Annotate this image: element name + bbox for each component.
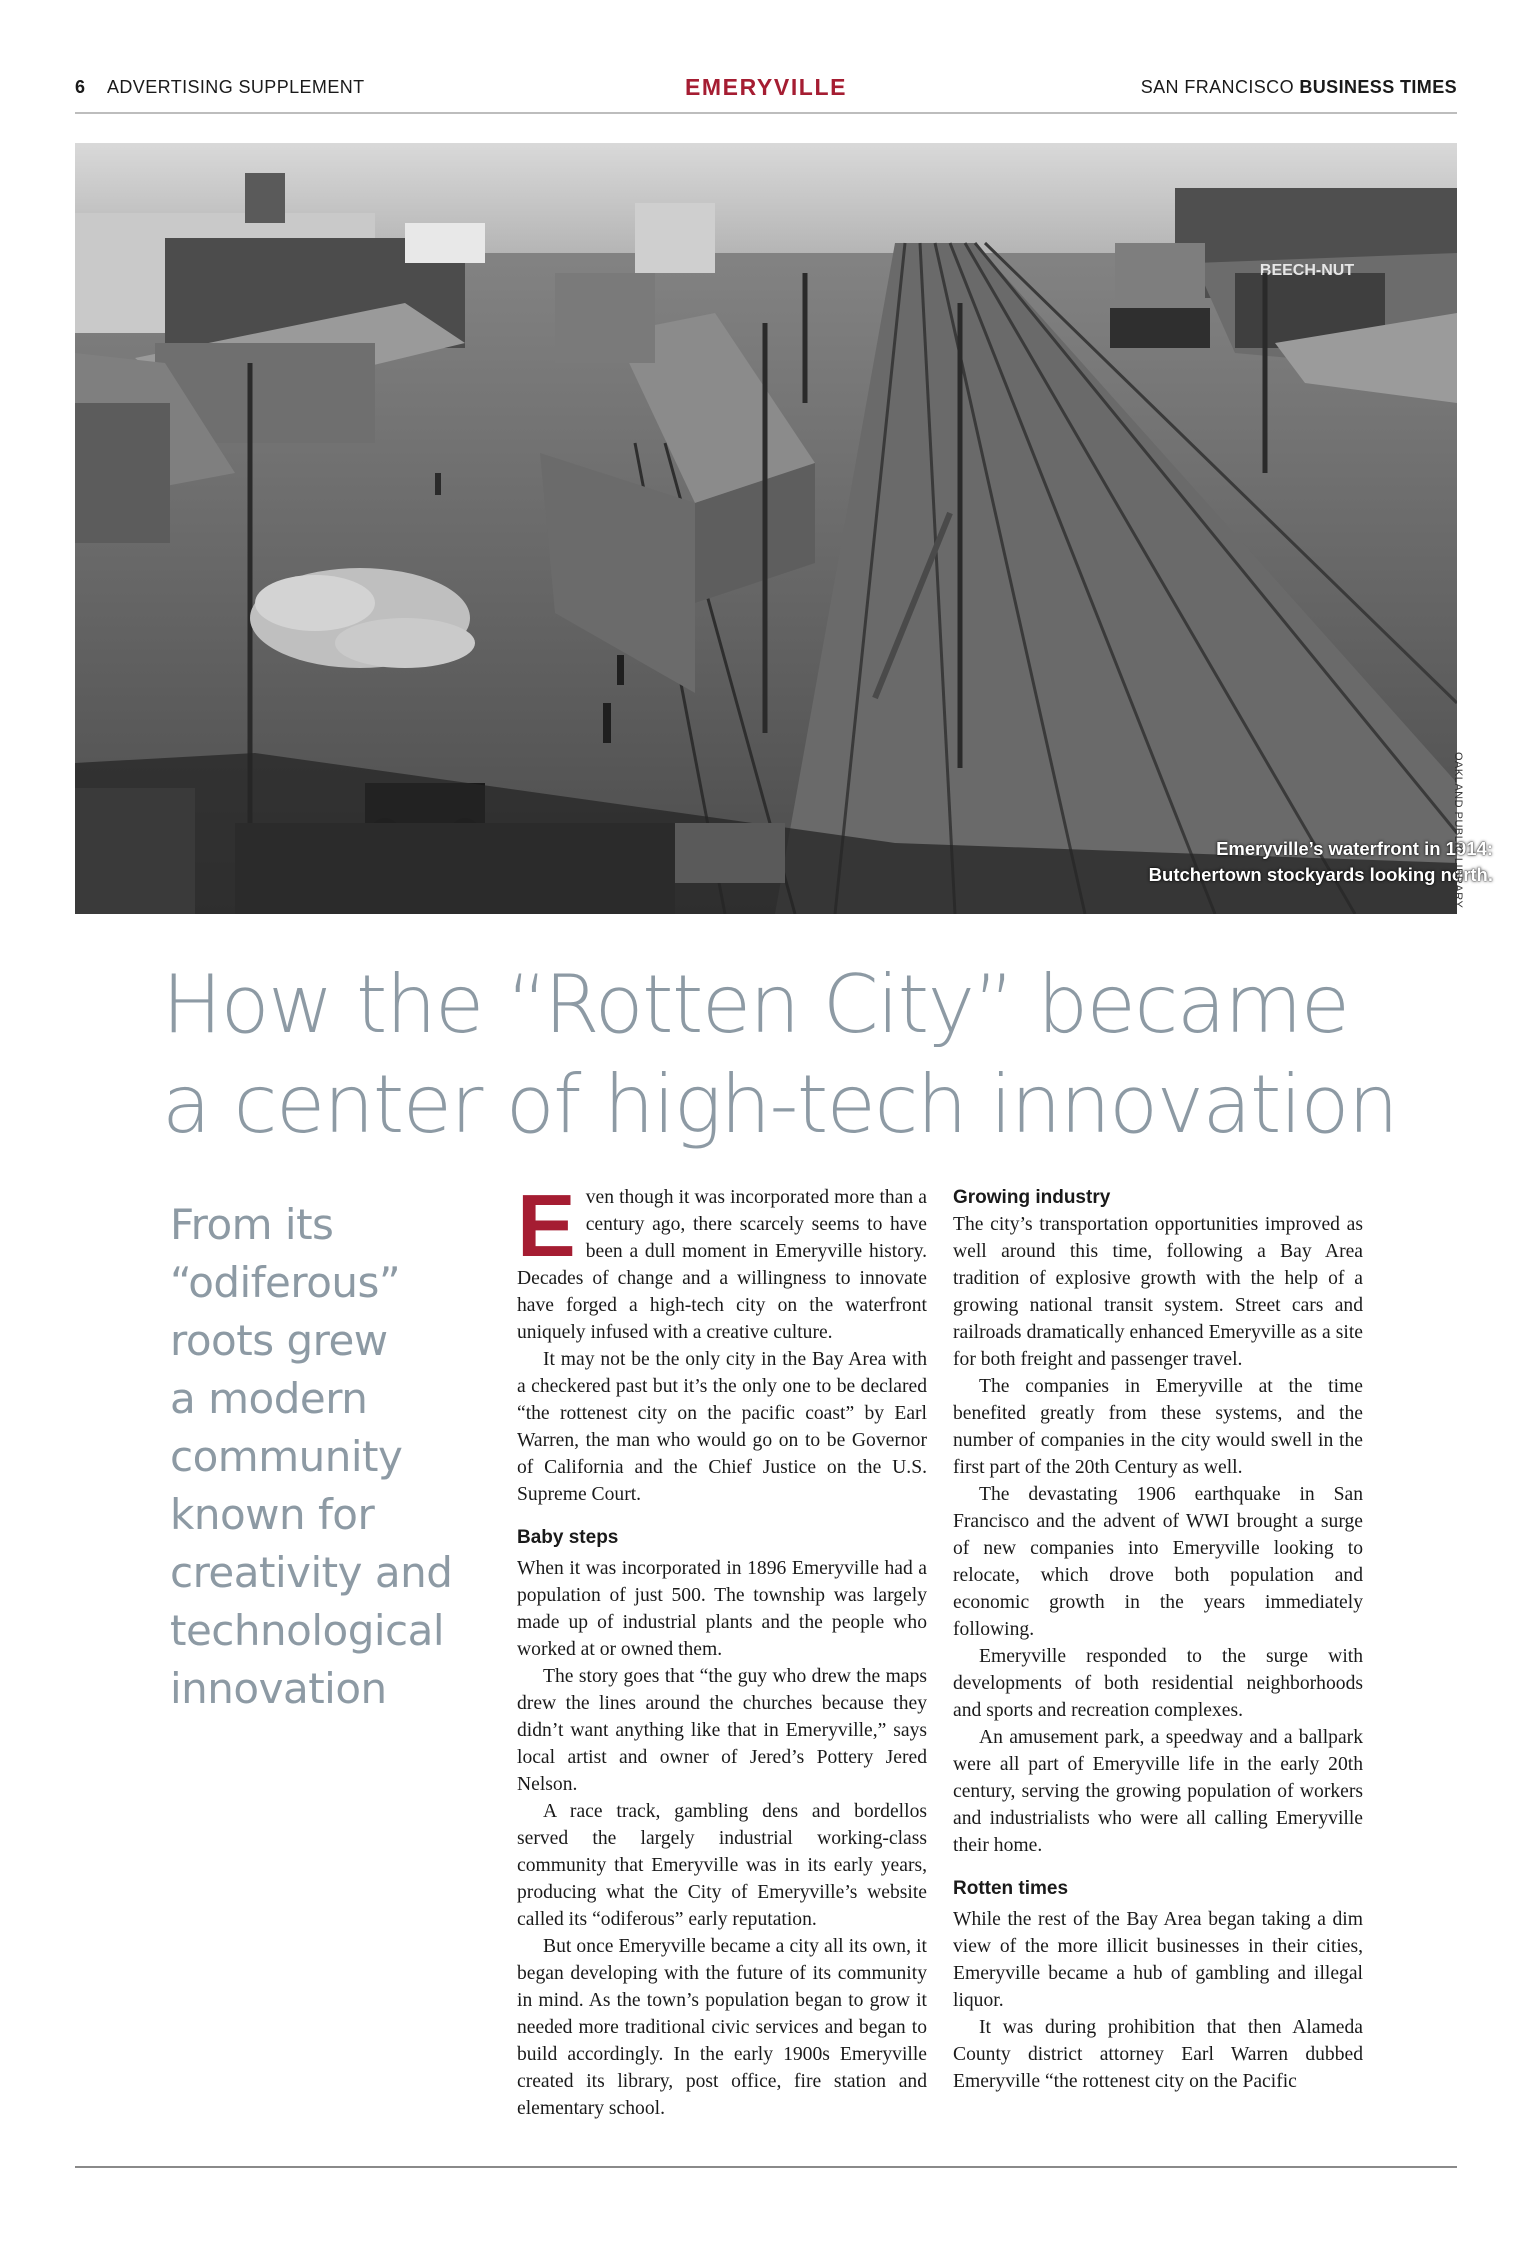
article-column-1 [517, 1176, 927, 2122]
deck-line: technological [170, 1606, 445, 1655]
photo-credit: OAKLAND PUBLIC LIBRARY [1452, 752, 1464, 909]
intro-text: ven though it was incorporated more than a century ago, there scarcely seems to have been a dull moment in Emeryville history. Decades of change and a willingness to innovate have forged a high-tech city on the waterfront uniquely infused with a creative culture. [517, 1187, 927, 1343]
body-paragraph: The companies in Emeryville at the time benefited greatly from these systems, and the number of companies in the city would swell in the first part of the 20th Century as well. [953, 1376, 1363, 1478]
intro-paragraph [517, 1176, 927, 1346]
publication-prefix: SAN FRANCISCO [1140, 77, 1294, 97]
article-column-2 [953, 1184, 1363, 2095]
body-paragraph: When it was incorporated in 1896 Emeryville had a population of just 500. The township was largely made up of industrial plants and the people who worked at or owned them. [517, 1558, 927, 1660]
body-paragraph: An amusement park, a speedway and a ballpark were all part of Emeryville life in the early 20th century, serving the growing population of workers and industrialists who were all calling Emeryville their home. [953, 1727, 1363, 1856]
publication-name [1141, 77, 1457, 98]
photo-caption [1149, 836, 1493, 888]
headline-line-1: How the “Rotten City” became [162, 958, 1349, 1051]
publication-title: BUSINESS TIMES [1299, 77, 1457, 97]
beech-nut-sign: BEECH-NUT [1259, 262, 1355, 279]
supplement-label: ADVERTISING SUPPLEMENT [107, 77, 365, 97]
article-headline [162, 955, 1412, 1155]
photo-illustration [75, 143, 1457, 914]
deck-line: innovation [170, 1664, 387, 1713]
deck-line: known for [170, 1490, 375, 1539]
article-deck [170, 1196, 470, 1718]
historic-waterfront-photo [75, 143, 1457, 914]
deck-line: From its [170, 1200, 334, 1249]
body-paragraph: Emeryville responded to the surge with developments of both residential neighborhoods and sports and recreation complexes. [953, 1646, 1363, 1721]
subhead-rotten-times: Rotten times [953, 1878, 1069, 1899]
deck-line: “odiferous” [170, 1258, 401, 1307]
header-divider [75, 112, 1457, 114]
caption-line-1: Emeryville’s waterfront in 1914: [1216, 838, 1493, 859]
footer-divider [75, 2166, 1457, 2168]
body-paragraph: But once Emeryville became a city all its own, it began developing with the future of its community in mind. As the town’s population began to grow it needed more traditional civic services and began to build accordingly. In the early 1900s Emeryville created its library, post office, fire station and elementary school. [517, 1936, 927, 2119]
body-paragraph: A race track, gambling dens and bordellos served the largely industrial working-class community that Emeryville was in its early years, producing what the City of Emeryville’s website called its “odiferous” early reputation. [517, 1801, 927, 1930]
page-number: 6 [75, 77, 86, 97]
subhead-baby-steps: Baby steps [517, 1527, 619, 1548]
deck-line: community [170, 1432, 403, 1481]
section-title: EMERYVILLE [684, 74, 848, 100]
headline-line-2: a center of high-tech innovation [162, 1058, 1398, 1151]
body-paragraph: It may not be the only city in the Bay Area with a checkered past but it’s the only one to be declared “the rottenest city on the pacific coast” by Earl Warren, the man who would go on to be Governor of California and the Chief Justice on the U.S. Supreme Court. [517, 1349, 927, 1505]
deck-line: roots grew [170, 1316, 388, 1365]
body-paragraph: The story goes that “the guy who drew the maps drew the lines around the churches because they didn’t want anything like that in Emeryville,” says local artist and owner of Jered’s Pottery Jered Nelson. [517, 1666, 927, 1795]
body-paragraph: It was during prohibition that then Alameda County district attorney Earl Warren dubbed Emeryville “the rottenest city on the Pacific [953, 2017, 1363, 2092]
body-paragraph: The city’s transportation opportunities improved as well around this time, following a Bay Area tradition of explosive growth with the help of a growing national transit system. Street cars and railroads dramatically enhanced Emeryville as a site for both freight and passenger travel. [953, 1214, 1363, 1370]
deck-line: creativity and [170, 1548, 453, 1597]
deck-line: a modern [170, 1374, 368, 1423]
drop-cap: E [517, 1176, 576, 1275]
body-paragraph: The devastating 1906 earthquake in San Francisco and the advent of WWI brought a surge of new companies into Emeryville looking to relocate, which drove both population and economic growth in the years immediately following. [953, 1484, 1363, 1640]
caption-line-2: Butchertown stockyards looking north. [1148, 864, 1493, 885]
body-paragraph: While the rest of the Bay Area began taking a dim view of the more illicit businesses in their cities, Emeryville became a hub of gambling and illegal liquor. [953, 1909, 1363, 2011]
page-header [75, 74, 1457, 104]
subhead-growing-industry: Growing industry [953, 1187, 1111, 1208]
